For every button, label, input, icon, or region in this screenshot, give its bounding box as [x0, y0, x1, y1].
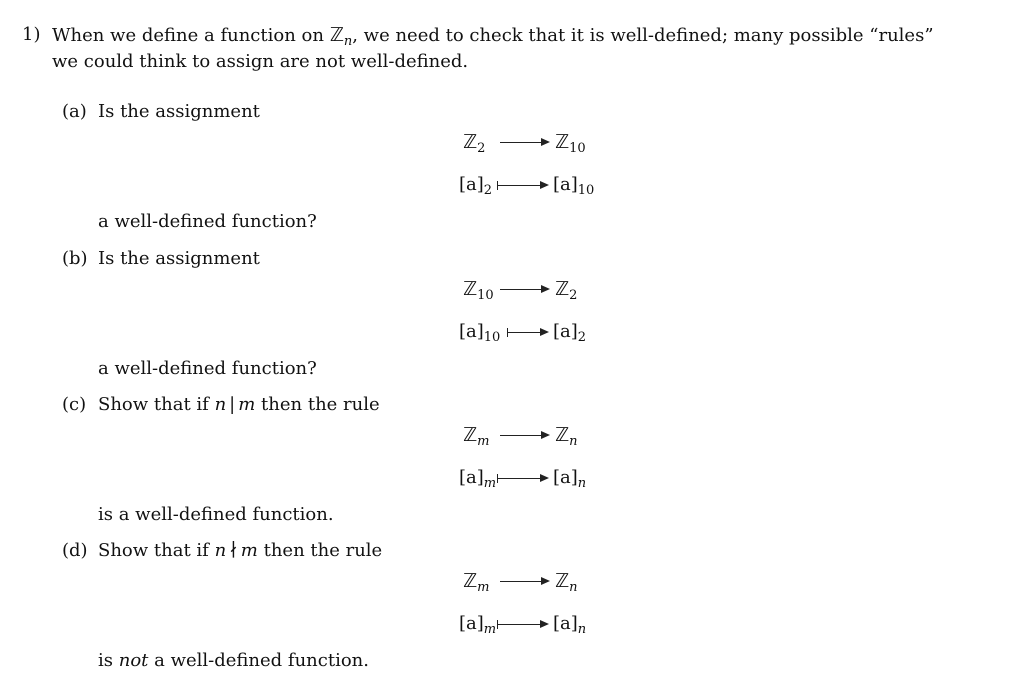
map-element-codomain: $[a]_n$ — [553, 613, 587, 637]
map-domain: ℤ$_{10}$ — [463, 278, 494, 303]
maps-to-arrow-icon — [497, 624, 547, 625]
maps-to-arrow-icon — [497, 478, 547, 479]
part-label: (b) — [62, 248, 88, 269]
map-element-codomain: $[a]_{10}$ — [553, 174, 595, 198]
right-arrow-icon — [500, 142, 548, 143]
part-tail-text: is not a well-defined function. — [98, 650, 369, 671]
map-domain: ℤ$_m$ — [463, 424, 490, 449]
map-codomain: ℤ$_2$ — [555, 278, 578, 303]
right-arrow-icon — [500, 581, 548, 582]
part-label: (c) — [62, 394, 87, 415]
part-tail-text: a well-defined function? — [98, 358, 317, 379]
part-label: (a) — [62, 101, 87, 122]
problem-number: 1) — [22, 24, 41, 45]
map-domain: ℤ$_2$ — [463, 131, 486, 156]
part-label: (d) — [62, 540, 88, 561]
part-lead-text: Is the assignment — [98, 248, 260, 269]
map-codomain: ℤ$_{10}$ — [555, 131, 586, 156]
map-codomain: ℤ$_n$ — [555, 570, 578, 595]
map-element-codomain: $[a]_2$ — [553, 321, 587, 345]
map-codomain: ℤ$_n$ — [555, 424, 578, 449]
map-element-codomain: $[a]_n$ — [553, 467, 587, 491]
problem-intro-line-2: we could think to assign are not well-defined. — [52, 51, 469, 72]
part-tail-text: a well-defined function? — [98, 211, 317, 232]
maps-to-arrow-icon — [507, 332, 547, 333]
maps-to-arrow-icon — [497, 185, 547, 186]
part-lead-text: Is the assignment — [98, 101, 260, 122]
map-element-domain: $[a]_{10}$ — [459, 321, 501, 345]
right-arrow-icon — [500, 435, 548, 436]
map-element-domain: $[a]_m$ — [459, 613, 497, 637]
map-element-domain: $[a]_2$ — [459, 174, 493, 198]
part-tail-text: is a well-defined function. — [98, 504, 334, 525]
part-lead-text: Show that if n | m then the rule — [98, 394, 380, 415]
part-lead-text: Show that if n ∤ m then the rule — [98, 540, 383, 561]
right-arrow-icon — [500, 289, 548, 290]
map-domain: ℤ$_m$ — [463, 570, 490, 595]
map-element-domain: $[a]_m$ — [459, 467, 497, 491]
problem-intro-line-1: When we define a function on ℤ$_n$, we need to check that it is well-defined; many possible “rules” — [52, 24, 934, 49]
